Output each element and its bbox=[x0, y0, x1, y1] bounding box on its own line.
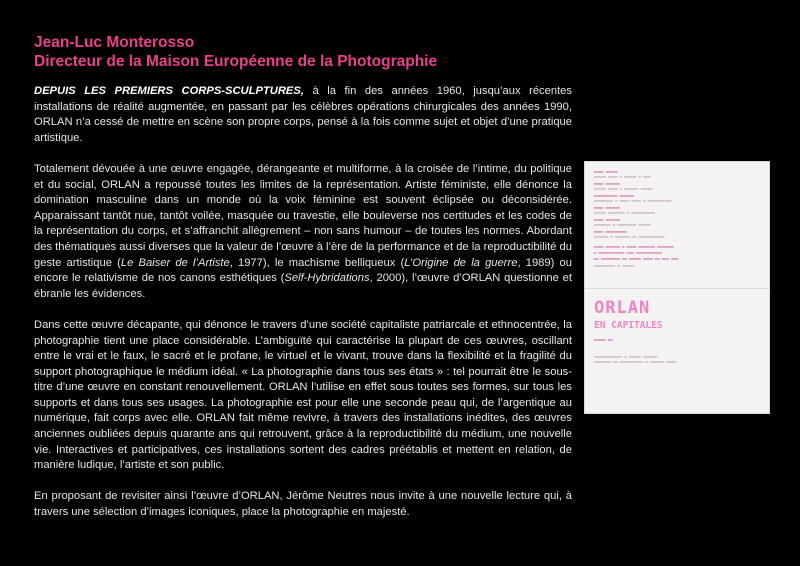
card-fine-print: ▬ ▬▬▬▬▬▬▬▬▬▬▬ ▬▬▬ ▬▬▬▬▬▬▬▬▬▬▬ bbox=[594, 250, 662, 255]
card-fine-print: ▬▬▬▬▬▬▬ ▬▬ ▬▬▬▬▬▬▬▬▬▬ ▬ ▬▬▬▬▬▬ ▬▬▬▬ bbox=[594, 359, 676, 364]
artwork-title-baiser: Le Baiser de l’Artiste bbox=[120, 256, 230, 269]
card-fine-print: ▬▬▬▬▬▬ ▬ ▬▬▬▬▬▬ ▬▬ ▬▬▬▬▬▬▬▬▬▬▬ bbox=[594, 234, 665, 239]
author-role: Directeur de la Maison Européenne de la Photographie bbox=[34, 53, 438, 70]
card-fine-print: ▬▬▬▬ ▬▬▬▬▬▬ bbox=[594, 217, 620, 222]
card-fine-print: ▬▬▬▬ ▬▬▬▬▬▬ bbox=[594, 205, 620, 210]
card-fine-print: ▬▬▬▬ ▬▬▬▬▬ bbox=[594, 169, 618, 174]
card-subtitle: EN CAPITALES bbox=[594, 320, 663, 331]
card-fine-print: ▬▬ ▬▬▬▬▬▬▬▬ ▬▬ ▬▬▬▬▬ ▬▬▬▬ ▬▬ ▬▬▬ ▬▬▬ bbox=[594, 256, 679, 261]
paragraph-2-text-d: , 2000), l’œuvre d’ORLAN questionne et ébranle les évidences. bbox=[34, 272, 572, 300]
card-fold bbox=[585, 288, 769, 289]
paragraph-4: En proposant de revisiter ainsi l’œuvre d’ORLAN, Jérôme Neutres nous invite à une nouvelle lecture qui, à travers une sélection d’images iconiques, place la photographie en majesté. bbox=[34, 490, 572, 519]
paragraph-3: Dans cette œuvre décapante, qui dénonce le travers d’une société capitaliste patriarcale et ethnocentrée, la photographie tient une place considérable. L’ambiguïté qui caractérise la plupart de ces œuvres, oscillant entre le vrai et le faux, le sacré et le profane, le virtuel et le vivant, trouve dans la flexibilité et la fragilité du support photographique le médium idéal. « La photographie dans tous ses états » : tel pourrait être le sous-titre d’une œuvre en constant renouvellement. ORLAN l’utilise en effet sous toutes ses formes, sur tous les supports et dans tous ses usages. La photographie est pour elle une seconde peau qui, de l’argentique au numérique, fait corps avec elle. ORLAN fait même revivre, à travers des installations inédites, des œuvres anciennes oubliées depuis quarante ans qui retrouvent, grâce à la reproductibilité du médium, une nouvelle vie. Interactives et participatives, ces installations sortent des cadres préétablis et mettent en relation, de manière ludique, l’artiste et son public. bbox=[34, 318, 572, 472]
card-fine-print: ▬▬▬▬▬▬▬▬ ▬ ▬▬▬▬ ▬▬▬▬ ▬ ▬▬▬▬▬▬▬▬▬▬ bbox=[594, 198, 672, 203]
paragraph-1 bbox=[34, 84, 572, 146]
article-body bbox=[34, 84, 572, 536]
paragraph-1-lead: DEPUIS LES PREMIERS CORPS-SCULPTURES, bbox=[34, 85, 304, 97]
card-fine-print: ▬▬▬▬ ▬▬▬▬▬▬▬▬▬ bbox=[594, 229, 627, 234]
artwork-title-self-hybridations: Self-Hybridations bbox=[284, 272, 370, 285]
card-fine-print: ▬▬▬▬▬▬▬▬▬ ▬ ▬▬▬▬▬ bbox=[594, 263, 634, 268]
author-header bbox=[34, 33, 574, 71]
paragraph-2-text-c: , 1989) ou encore le relativisme de nos canons esthétiques ( bbox=[34, 256, 572, 285]
card-title: ORLAN bbox=[594, 298, 651, 318]
invitation-card-image bbox=[584, 161, 770, 414]
card-fine-print: ▬▬▬▬ ▬▬▬▬▬▬ ▬ ▬▬▬▬ ▬▬▬▬▬▬▬ ▬▬▬▬▬▬▬ bbox=[594, 244, 674, 249]
card-fine-print: ▬▬▬▬ ▬▬▬▬▬▬ bbox=[594, 181, 620, 186]
card-fine-print: ▬▬▬▬▬ ▬▬▬▬ ▬ ▬▬▬▬▬ ▬ ▬▬▬ bbox=[594, 174, 651, 179]
card-fine-print: ▬▬▬▬▬ ▬▬ bbox=[594, 337, 613, 342]
artwork-title-origine: L’Origine de la guerre bbox=[404, 256, 518, 269]
card-fine-print: ▬▬▬▬▬ ▬▬▬▬ ▬ ▬▬▬▬▬▬ ▬▬▬▬▬ bbox=[594, 186, 653, 191]
author-name: Jean-Luc Monterosso bbox=[34, 34, 195, 51]
card-fine-print: ▬▬▬▬▬▬▬▬▬▬▬▬ ▬ ▬▬▬▬▬ ▬▬▬▬▬▬ bbox=[594, 354, 658, 359]
paragraph-2-text-b: , 1977), le machisme belliqueux ( bbox=[229, 256, 405, 269]
card-fine-print: ▬▬▬▬▬▬▬ ▬ ▬▬▬▬▬▬▬▬ ▬▬▬▬▬ bbox=[594, 222, 651, 227]
paragraph-2-text-a: Totalement dévouée à une œuvre engagée, dérangeante et multiforme, à la croisée de l’intime, du politique et du social, ORLAN a repoussé toutes les limites de la représentation. Artiste féministe, elle dénonce la domination masculine dans un monde où la voix féminine est souvent éclipsée ou déconsidérée. Apparaissant tantôt nue, tantôt voilée, masquée ou travestie, elle bouleverse nos certitudes et les codes de la représentation du corps, et s’affranchit allègrement – non sans humour – de toutes les normes. Abordant des thématiques aussi diverses que la valeur de l’œuvre à l’ère de la performance et de la reproductibilité du geste artistique ( bbox=[34, 162, 572, 269]
paragraph-2 bbox=[34, 162, 572, 302]
card-fine-print: ▬▬▬▬▬ ▬▬▬▬▬▬▬ ▬ ▬▬▬▬▬▬▬▬▬▬ bbox=[594, 210, 655, 215]
paragraph-1-text: à la fin des années 1960, jusqu’aux récentes installations de réalité augmentée, en passant par les célèbres opérations chirurgicales des années 1990, ORLAN n’a cessé de mettre en scène son propre corps, pensé à la fois comme sujet et objet d’une pratique artistique. bbox=[34, 85, 573, 144]
card-fine-print: ▬▬▬▬▬▬▬▬▬▬ ▬▬▬▬▬▬ bbox=[594, 193, 634, 198]
